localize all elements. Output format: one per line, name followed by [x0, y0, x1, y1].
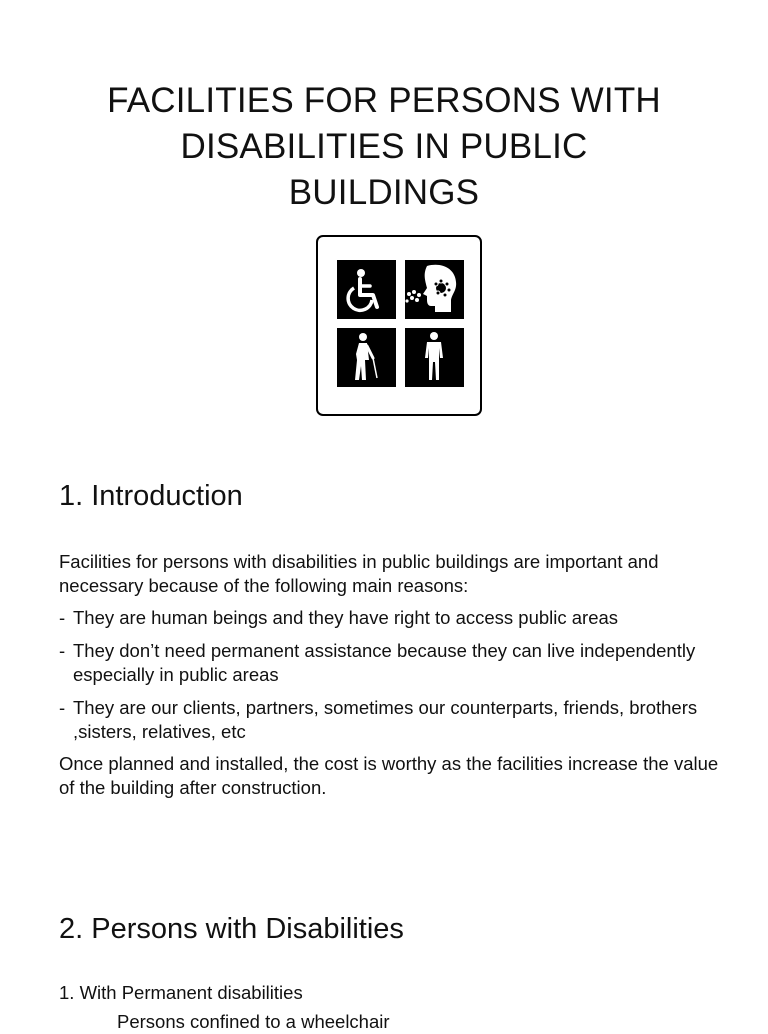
persons-subitem-1: Persons confined to a wheelchair: [117, 1011, 390, 1032]
intro-conclusion: Once planned and installed, the cost is worthy as the facilities increase the value of the building after construction.: [59, 753, 719, 798]
standing-person-icon: [405, 328, 464, 387]
wheelchair-icon: [337, 260, 396, 319]
page-title: [40, 78, 728, 216]
bullet-dash: -: [59, 697, 66, 718]
title-line-2: DISABILITIES IN PUBLIC: [180, 127, 588, 166]
blind-person-icon: [337, 328, 396, 387]
title-line-3: BUILDINGS: [288, 173, 480, 212]
list-item: [59, 696, 719, 744]
bullet-dash: -: [59, 640, 66, 661]
deaf-icon: [405, 260, 464, 319]
persons-item-1: 1. With Permanent disabilities: [59, 982, 303, 1003]
intro-paragraph: Facilities for persons with disabilities in public buildings are important and necessary because of the following main reasons:: [59, 551, 659, 596]
list-item: [59, 606, 719, 630]
intro-heading: 1. Introduction: [59, 480, 243, 512]
persons-heading: 2. Persons with Disabilities: [59, 913, 404, 945]
list-item: [59, 639, 719, 687]
accessibility-symbols-logo: [316, 235, 482, 416]
bullet-dash: -: [59, 607, 66, 628]
bullet-text: They are our clients, partners, sometimes our counterparts, friends, brothers ,sisters, relatives, etc: [73, 697, 698, 742]
bullet-text: They are human beings and they have right to access public areas: [73, 607, 619, 628]
title-line-1: FACILITIES FOR PERSONS WITH: [107, 81, 661, 120]
bullet-text: They don’t need permanent assistance because they can live independently especially in public areas: [73, 640, 696, 685]
